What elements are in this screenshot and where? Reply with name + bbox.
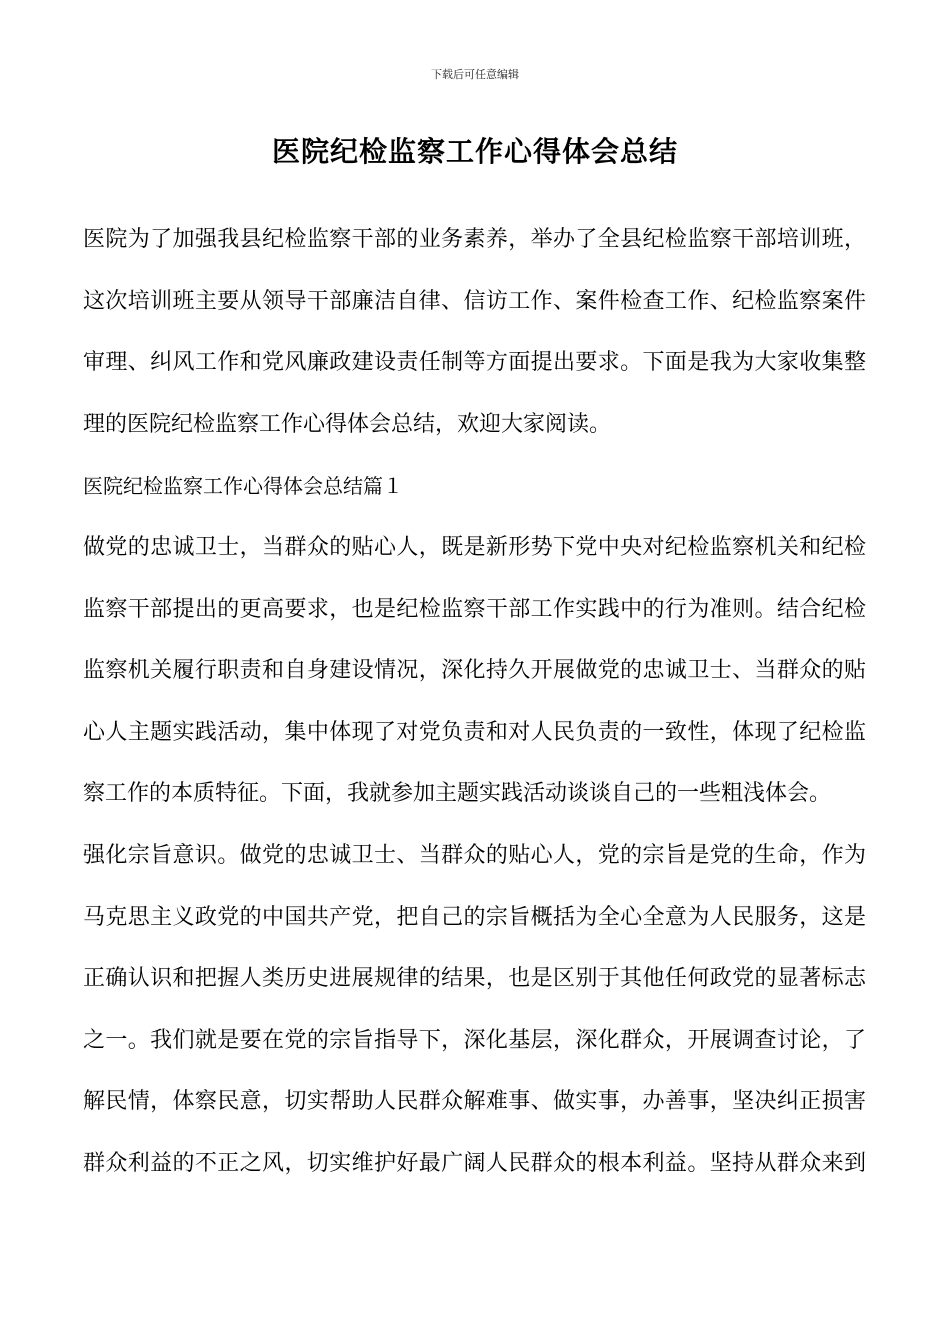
body-line: 马克思主义政党的中国共产党，把自己的宗旨概括为全心全意为人民服务，这是 [83, 904, 866, 930]
body-line: 医院为了加强我县纪检监察干部的业务素养，举办了全县纪检监察干部培训班， [83, 227, 866, 252]
header-note: 下载后可任意编辑 [431, 68, 519, 81]
document-title: 医院纪检监察工作心得体会总结 [271, 135, 678, 168]
body-line: 正确认识和把握人类历史进展规律的结果，也是区别于其他任何政党的显著标志 [83, 966, 866, 992]
body-line: 做党的忠诚卫士，当群众的贴心人，既是新形势下党中央对纪检监察机关和纪检 [83, 534, 866, 560]
body-line: 群众利益的不正之风，切实维护好最广阔人民群众的根本利益。坚持从群众来到 [83, 1150, 866, 1176]
body-line: 强化宗旨意识。做党的忠诚卫士、当群众的贴心人，党的宗旨是党的生命，作为 [83, 842, 866, 868]
body-line: 心人主题实践活动，集中体现了对党负责和对人民负责的一致性，体现了纪检监 [83, 719, 866, 745]
body-line: 监察机关履行职责和自身建设情况，深化持久开展做党的忠诚卫士、当群众的贴 [83, 658, 866, 684]
body-line: 这次培训班主要从领导干部廉洁自律、信访工作、案件检查工作、纪检监察案件 [83, 288, 866, 314]
section-heading: 医院纪检监察工作心得体会总结篇１ [83, 474, 403, 499]
document-body [83, 216, 866, 1202]
body-line: 之一。我们就是要在党的宗旨指导下，深化基层，深化群众，开展调查讨论，了 [83, 1027, 866, 1053]
body-line: 解民情，体察民意，切实帮助人民群众解难事、做实事，办善事，坚决纠正损害 [83, 1089, 866, 1115]
body-line: 监察干部提出的更高要求，也是纪检监察干部工作实践中的行为准则。结合纪检 [83, 596, 866, 622]
body-line: 审理、纠风工作和党风廉政建设责任制等方面提出要求。下面是我为大家收集整 [83, 350, 866, 376]
body-line: 察工作的本质特征。下面，我就参加主题实践活动谈谈自己的一些粗浅体会。 [83, 781, 832, 807]
body-line: 理的医院纪检监察工作心得体会总结，欢迎大家阅读。 [83, 411, 612, 437]
